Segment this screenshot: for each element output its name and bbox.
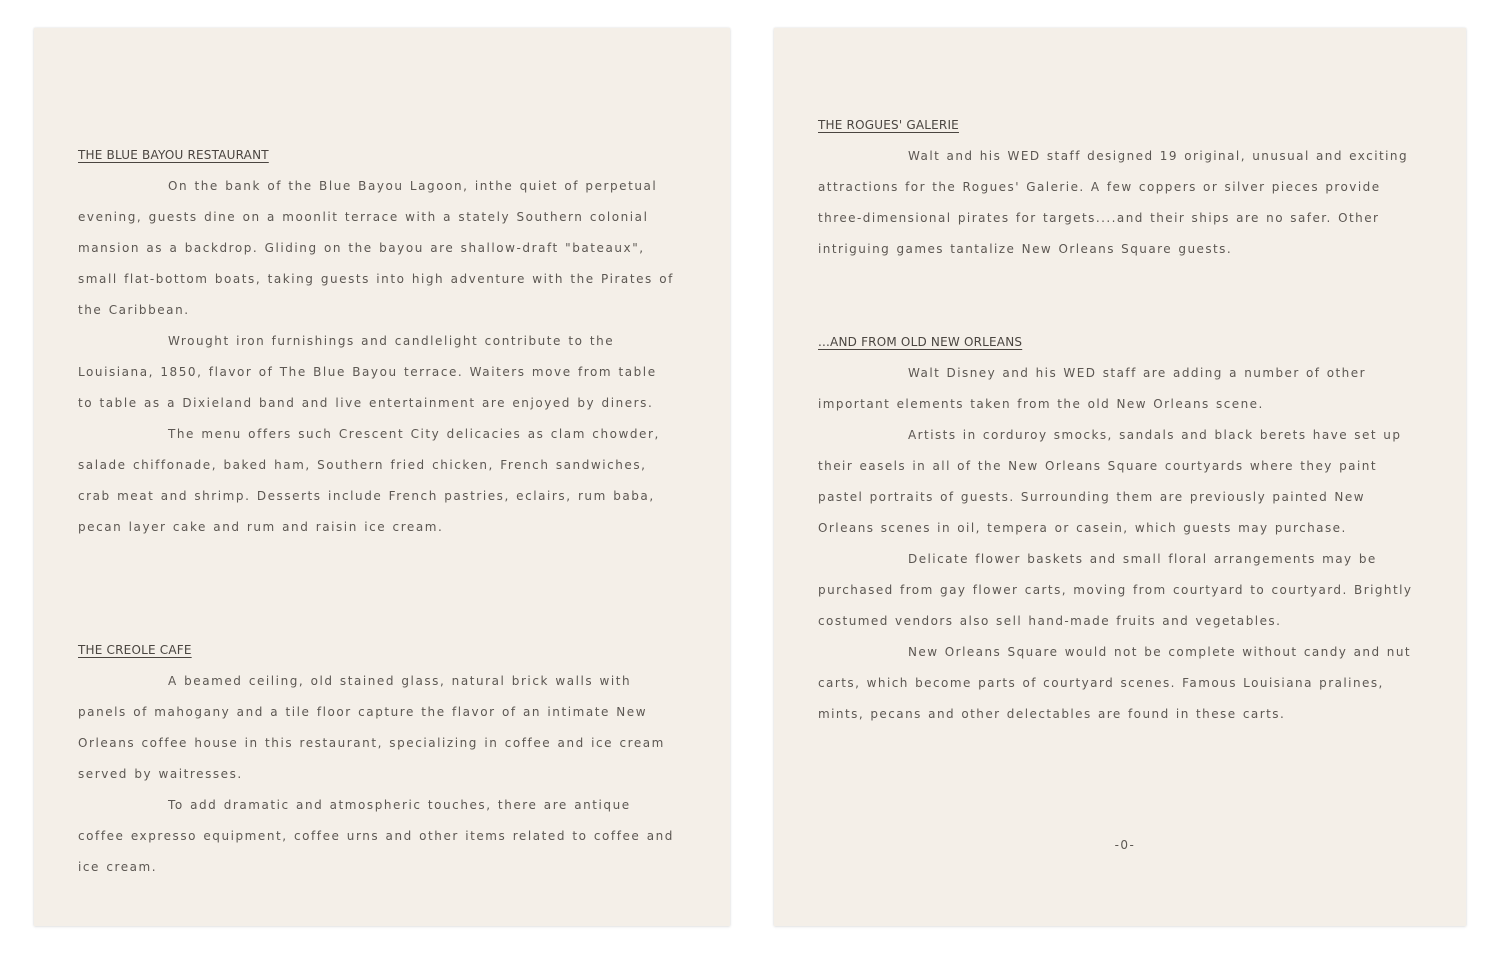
- old-new-orleans-section: [818, 332, 1418, 730]
- old-new-orleans-paragraph-4: New Orleans Square would not be complete without candy and nut carts, which become parts of courtyard scenes. Famous Louisiana pralines, mints, pecans and other delectables are found in these carts.: [818, 645, 1412, 721]
- rogues-galerie-section: [818, 115, 1418, 265]
- blue-bayou-section: [78, 145, 678, 543]
- blue-bayou-paragraph-3: The menu offers such Crescent City delicacies as clam chowder, salade chiffonade, baked ham, Southern fried chicken, French sandwiches, crab meat and shrimp. Desserts include French pastries, eclairs, rum baba, pecan layer cake and rum and raisin ice cream.: [78, 427, 660, 534]
- old-new-orleans-paragraph-3: Delicate flower baskets and small floral arrangements may be purchased from gay flower carts, moving from courtyard to courtyard. Brightly costumed vendors also sell hand-made fruits and vegetables.: [818, 552, 1413, 628]
- creole-cafe-paragraph-1: A beamed ceiling, old stained glass, natural brick walls with panels of mahogany and a tile floor capture the flavor of an intimate New Orleans coffee house in this restaurant, specializing in coffee and ice cream served by waitresses.: [78, 674, 665, 781]
- rogues-galerie-heading: THE ROGUES' GALERIE: [818, 118, 959, 132]
- creole-cafe-paragraph-2: To add dramatic and atmospheric touches, there are antique coffee expresso equipment, coffee urns and other items related to coffee and ice cream.: [78, 798, 674, 874]
- creole-cafe-section: [78, 640, 678, 883]
- left-page: [34, 28, 730, 926]
- rogues-galerie-paragraph-1: Walt and his WED staff designed 19 original, unusual and exciting attractions for the Rogues' Galerie. A few coppers or silver pieces provide three-dimensional pirates for targets....and their ships are no safer. Other intriguing games tantalize New Orleans Square guests.: [818, 149, 1409, 256]
- page-number: -0-: [1114, 838, 1136, 852]
- old-new-orleans-paragraph-2: Artists in corduroy smocks, sandals and black berets have set up their easels in all of the New Orleans Square courtyards where they paint pastel portraits of guests. Surrounding them are previously painted New Orleans scenes in oil, tempera or casein, which guests may purchase.: [818, 428, 1402, 535]
- blue-bayou-heading: THE BLUE BAYOU RESTAURANT: [78, 148, 269, 162]
- old-new-orleans-paragraph-1: Walt Disney and his WED staff are adding a number of other important elements taken from the old New Orleans scene.: [818, 366, 1366, 411]
- old-new-orleans-heading: ...AND FROM OLD NEW ORLEANS: [818, 335, 1023, 349]
- blue-bayou-paragraph-1: On the bank of the Blue Bayou Lagoon, inthe quiet of perpetual evening, guests dine on a moonlit terrace with a stately Southern colonial mansion as a backdrop. Gliding on the bayou are shallow-draft "bateaux", small flat-bottom boats, taking guests into high adventure with the Pirates of the Caribbean.: [78, 179, 674, 317]
- creole-cafe-heading: THE CREOLE CAFE: [78, 643, 192, 657]
- right-page: [774, 28, 1466, 926]
- blue-bayou-paragraph-2: Wrought iron furnishings and candlelight contribute to the Louisiana, 1850, flavor of The Blue Bayou terrace. Waiters move from table to table as a Dixieland band and live entertainment are enjoyed by diners.: [78, 334, 657, 410]
